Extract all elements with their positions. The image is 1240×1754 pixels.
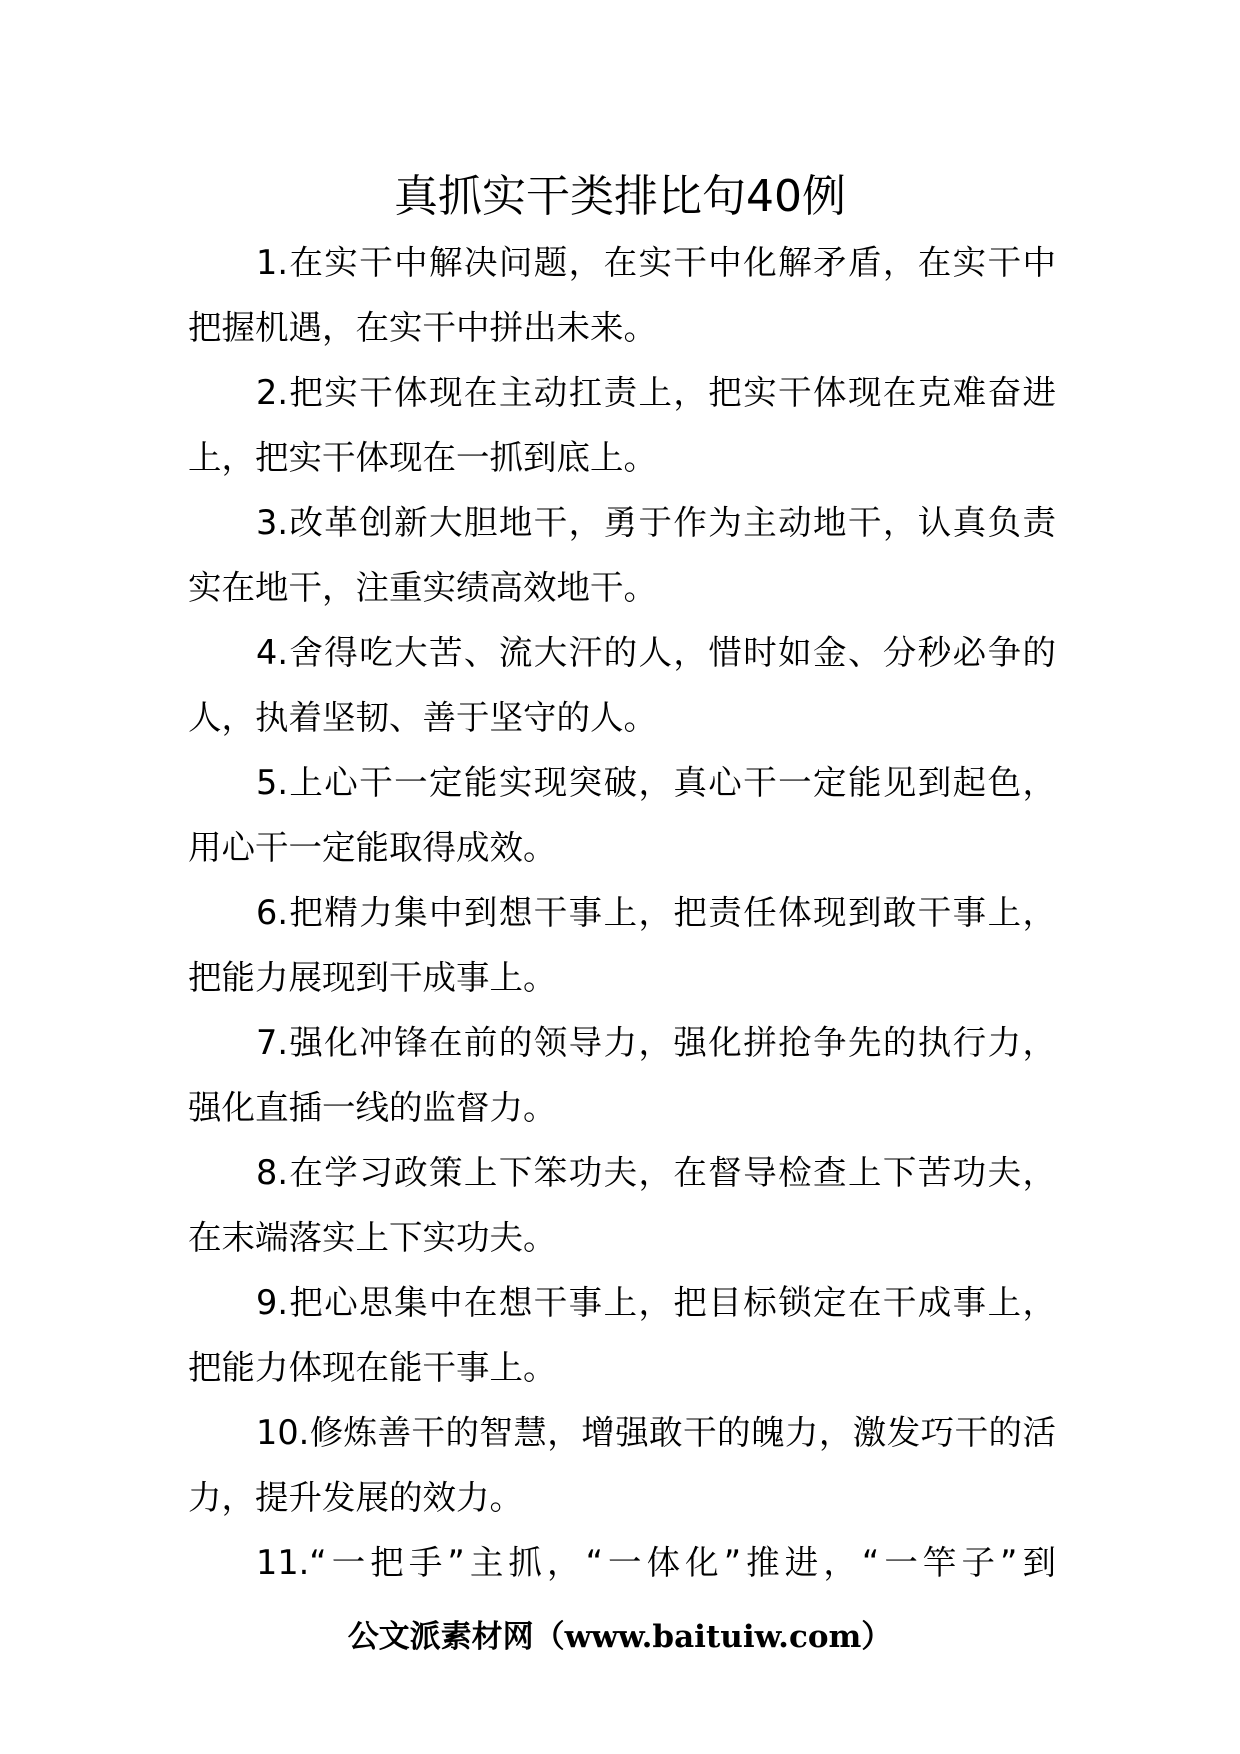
- paragraph-11: 11.“一把手”主抓，“一体化”推进，“一竿子”到: [256, 1543, 1056, 1582]
- paragraph-7: 7.强化冲锋在前的领导力，强化拼抢争先的执行力，强化直插一线的监督力。: [188, 1023, 1056, 1127]
- paragraph-3: 3.改革创新大胆地干，勇于作为主动地干，认真负责实在地干，注重实绩高效地干。: [188, 503, 1056, 607]
- document-body: [188, 230, 1056, 1595]
- footer-source: 公文派素材网（www.baituiw.com）: [347, 1619, 893, 1655]
- paragraph-6: 6.把精力集中到想干事上，把责任体现到敢干事上，把能力展现到干成事上。: [188, 893, 1056, 997]
- paragraph-5: 5.上心干一定能实现突破，真心干一定能见到起色，用心干一定能取得成效。: [188, 763, 1056, 867]
- paragraph-8: 8.在学习政策上下笨功夫，在督导检查上下苦功夫，在末端落实上下实功夫。: [188, 1153, 1056, 1257]
- paragraph-10: 10.修炼善干的智慧，增强敢干的魄力，激发巧干的活力，提升发展的效力。: [188, 1413, 1056, 1517]
- document-title: 真抓实干类排比句40例: [394, 171, 846, 222]
- paragraph-4: 4.舍得吃大苦、流大汗的人，惜时如金、分秒必争的人，执着坚韧、善于坚守的人。: [188, 633, 1056, 737]
- paragraph-2: 2.把实干体现在主动扛责上，把实干体现在克难奋进上，把实干体现在一抓到底上。: [188, 373, 1056, 477]
- paragraph-1: 1.在实干中解决问题，在实干中化解矛盾，在实干中把握机遇，在实干中拼出未来。: [188, 243, 1056, 347]
- paragraph-9: 9.把心思集中在想干事上，把目标锁定在干成事上，把能力体现在能干事上。: [188, 1283, 1056, 1387]
